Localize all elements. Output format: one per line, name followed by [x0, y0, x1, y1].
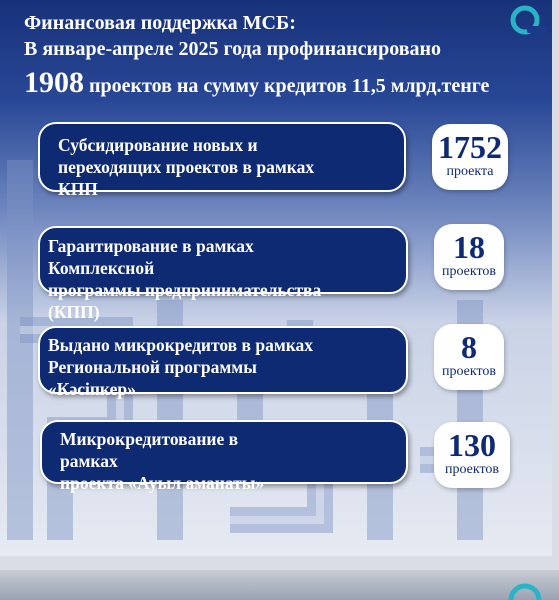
item-unit-microcredits: проектов	[441, 364, 497, 379]
item-text-auyl-amanaty: Микрокредитование в рамках проекта «Ауыл аманаты»	[60, 429, 265, 493]
total-projects-number: 1908	[24, 66, 84, 99]
heading-line-3-text: проектов на сумму кредитов 11,5 млрд.тенге	[84, 75, 490, 97]
heading	[24, 10, 489, 100]
item-badge-microcredits	[434, 324, 504, 390]
item-number-microcredits: 8	[461, 329, 477, 365]
heading-line-1: Финансовая поддержка МСБ:	[24, 12, 296, 34]
item-badge-subsidies	[432, 124, 508, 190]
item-badge-auyl-amanaty	[434, 422, 510, 488]
brand-logo-icon	[505, 2, 549, 42]
heading-line-3	[24, 66, 489, 100]
next-slide-preview	[0, 570, 559, 600]
item-text-microcredits: Выдано микрокредитов в рамках Региональной программы «Кәсіпкер»	[48, 335, 314, 399]
item-unit-guarantees: проектов	[441, 264, 497, 279]
item-number-subsidies: 1752	[438, 129, 502, 165]
item-number-guarantees: 18	[453, 229, 485, 265]
heading-line-2: В январе-апреле 2025 года профинансировано	[24, 38, 442, 60]
item-badge-guarantees	[434, 224, 504, 290]
item-unit-subsidies: проекта	[446, 164, 494, 179]
item-text-subsidies: Субсидирование новых и переходящих проектов в рамках КПП	[58, 135, 315, 199]
brand-logo-icon-next	[505, 572, 545, 600]
item-text-guarantees: Гарантирование в рамках Комплексной программы предпринимательства (КПП)	[48, 236, 322, 322]
item-number-auyl-amanaty: 130	[448, 427, 496, 463]
item-unit-auyl-amanaty: проектов	[444, 462, 500, 477]
